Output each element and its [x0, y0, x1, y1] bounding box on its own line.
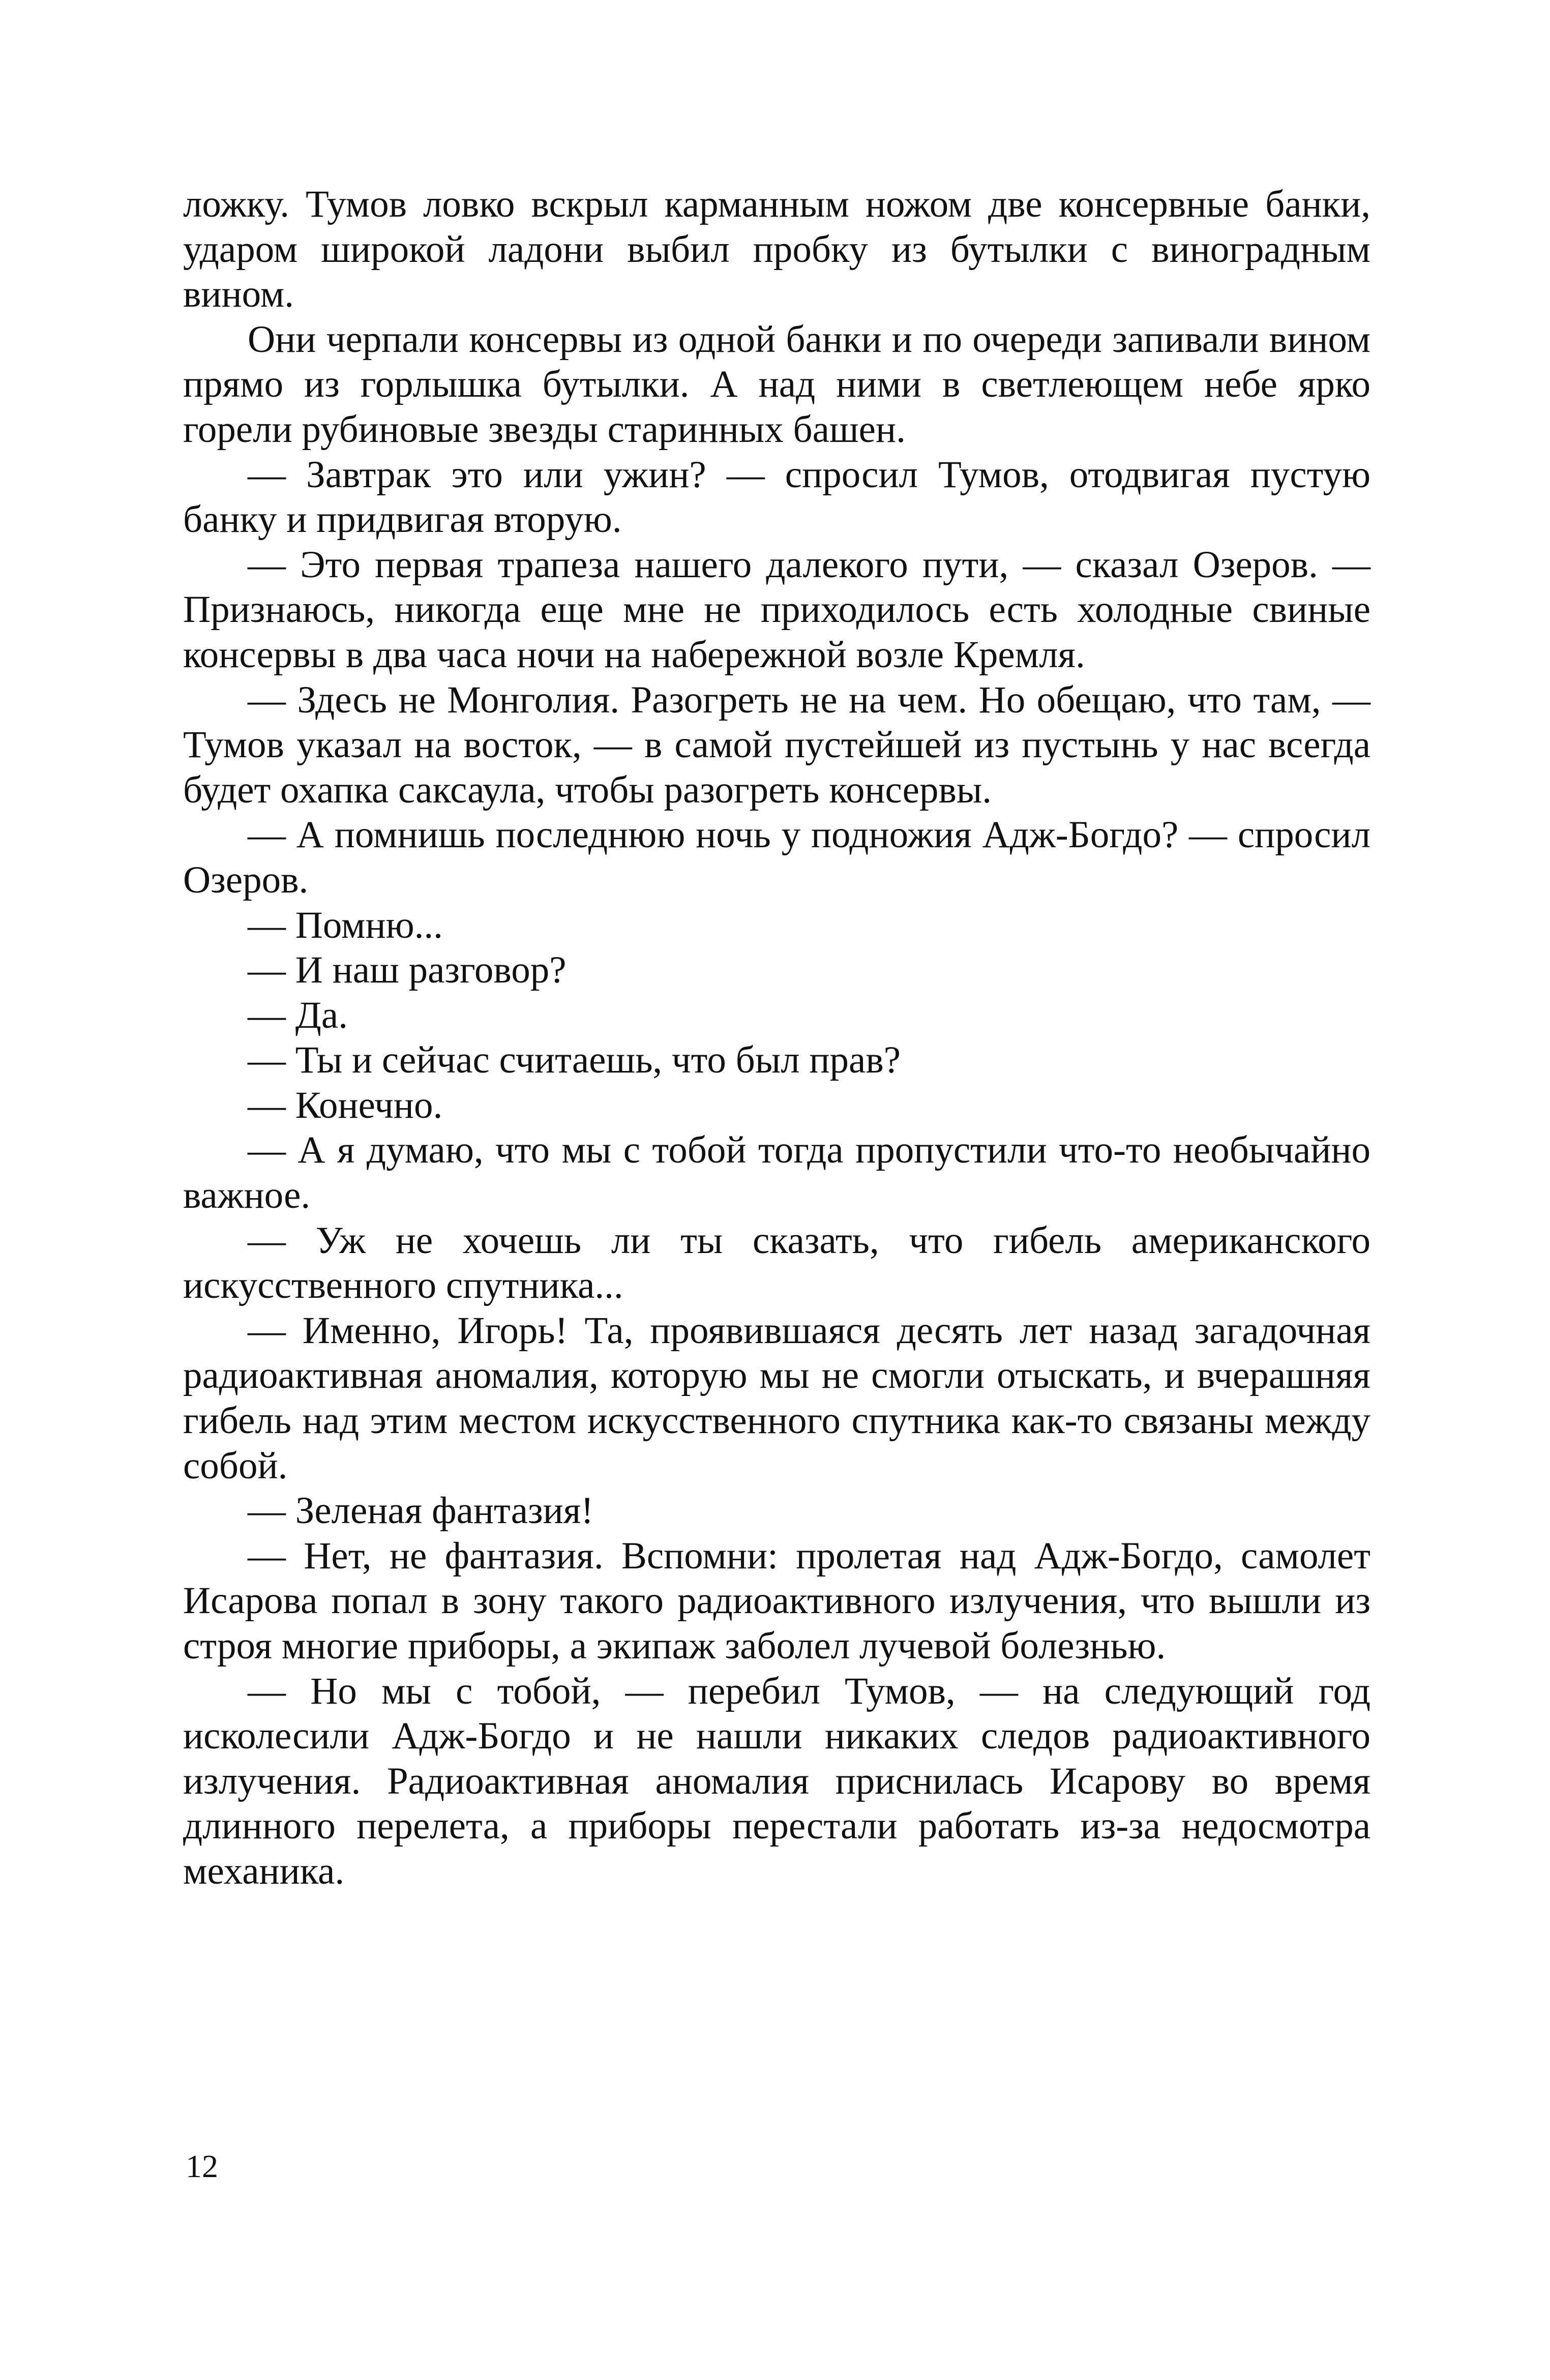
dialogue-line: — И наш разговор?	[248, 949, 567, 992]
dialogue-line: — Конечно.	[248, 1084, 443, 1126]
dialogue-line: — Нет, не фантазия. Вспомни: пролетая над Адж-Богдо, самолет Исарова попал в зону такого радиоактивного излучения, что вышли из строя многие приборы, а экипаж заболел лучевой болезнью.	[183, 1534, 1370, 1667]
page-number: 12	[186, 2148, 218, 2184]
dialogue-line: — Ты и сейчас считаешь, что был прав?	[248, 1039, 901, 1082]
dialogue-line: — А я думаю, что мы с тобой тогда пропустили что-то необычайно важное.	[183, 1129, 1370, 1217]
dialogue-line: — Уж не хочешь ли ты сказать, что гибель американского искусственного спутника...	[183, 1219, 1370, 1307]
dialogue-line: — Завтрак это или ужин? — спросил Тумов, отодвигая пустую банку и придвигая вторую.	[183, 453, 1370, 541]
dialogue-line: — Помню...	[248, 904, 443, 946]
dialogue-line: — Зеленая фантазия!	[248, 1490, 594, 1532]
paragraph: Они черпали консервы из одной банки и по очереди запивали вином прямо из горлышка бутылки. А над ними в светлеющем небе ярко горели рубиновые звезды старинных башен.	[183, 318, 1370, 451]
dialogue-line: — А помнишь последнюю ночь у подножия Адж-Богдо? — спросил Озеров.	[183, 814, 1370, 901]
paragraph: ложку. Тумов ловко вскрыл карманным ножом две консервные банки, ударом широкой ладони выбил пробку из бутылки с виноградным вином.	[183, 183, 1370, 316]
body-text	[183, 182, 1370, 1894]
dialogue-line: — Это первая трапеза нашего далекого пути, — сказал Озеров. — Признаюсь, никогда еще мне не приходилось есть холодные свиные консервы в два часа ночи на набережной возле Кремля.	[183, 543, 1370, 676]
dialogue-line: — Именно, Игорь! Та, проявившаяся десять лет назад загадочная радиоактивная аномалия, которую мы не смогли отыскать, и вчерашняя гибель над этим местом искусственного спутника как-то связаны между собой.	[183, 1309, 1370, 1487]
dialogue-line: — Здесь не Монголия. Разогреть не на чем. Но обещаю, что там, — Тумов указал на восток, — в самой пустейшей из пустынь у нас всегда будет охапка саксаула, чтобы разогреть консервы.	[183, 678, 1370, 811]
dialogue-line: — Да.	[248, 994, 348, 1036]
dialogue-line: — Но мы с тобой, — перебил Тумов, — на следующий год исколесили Адж-Богдо и не нашли никаких следов радиоактивного излучения. Радиоактивная аномалия приснилась Исарову во время длинного перелета, а приборы перестали работать из-за недосмотра механика.	[183, 1670, 1370, 1892]
